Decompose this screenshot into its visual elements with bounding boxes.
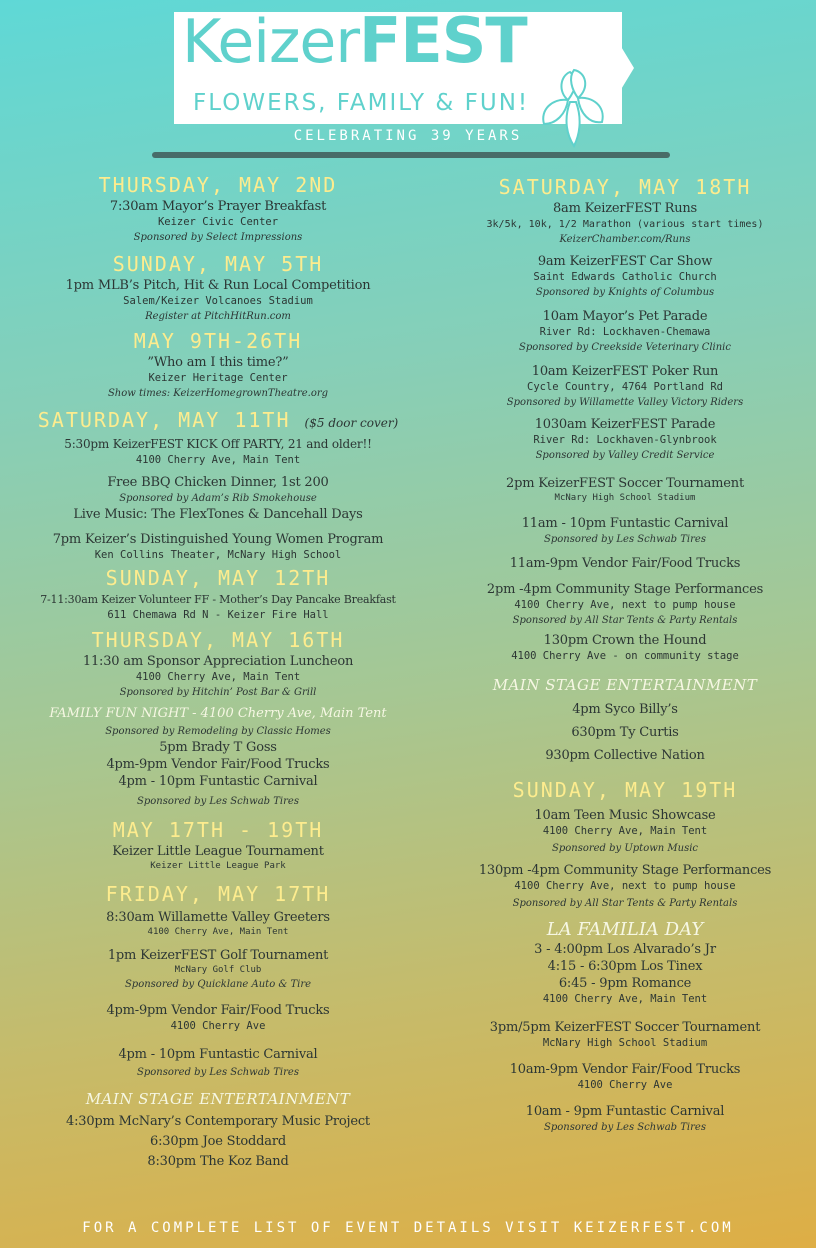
event-location: 4100 Cherry Ave: [170, 1020, 266, 1032]
event-title: 1pm MLB’s Pitch, Hit & Run Local Competition: [65, 278, 371, 293]
event-location: 4100 Cherry Ave, Main Tent: [135, 454, 301, 466]
event-title: 11am - 10pm Funtastic Carnival: [521, 516, 729, 531]
event-title: 10am-9pm Vendor Fair/Food Trucks: [509, 1062, 741, 1077]
door-cover-note: ($5 door cover): [304, 416, 399, 430]
event-location: Keizer Little League Park: [150, 861, 286, 871]
day-heading: THURSDAY, MAY 2ND: [98, 173, 338, 197]
event-location: McNary Golf Club: [174, 965, 262, 975]
event-location: 4100 Cherry Ave: [577, 1079, 673, 1091]
event-location: Salem/Keizer Volcanoes Stadium: [123, 295, 313, 307]
event-sponsor: Sponsored by Uptown Music: [551, 843, 699, 854]
main-stage-heading: MAIN STAGE ENTERTAINMENT: [492, 676, 758, 694]
event-title: 8am KeizerFEST Runs: [552, 201, 698, 216]
event-title: 4pm Syco Billy’s: [572, 702, 678, 717]
event-location: River Rd: Lockhaven-Chemawa: [539, 326, 711, 338]
event-title: 1pm KeizerFEST Golf Tournament: [107, 948, 329, 963]
event-sponsor: KeizerChamber.com/Runs: [559, 234, 691, 245]
event-title: 11am-9pm Vendor Fair/Food Trucks: [509, 556, 741, 571]
logo-keizer: Keizer: [182, 7, 360, 77]
event-title: 4:30pm McNary’s Contemporary Music Project: [66, 1114, 370, 1129]
event-title: 10am KeizerFEST Poker Run: [531, 364, 719, 379]
event-location: 4100 Cherry Ave, Main Tent: [542, 825, 708, 837]
event-title: 130pm Crown the Hound: [543, 633, 707, 648]
event-location: McNary High School Stadium: [554, 493, 696, 503]
event-sponsor: Sponsored by Les Schwab Tires: [137, 796, 299, 807]
anniversary-line: CELEBRATING 39 YEARS: [293, 128, 523, 144]
day-heading: FRIDAY, MAY 17TH: [105, 882, 331, 906]
event-title: 10am - 9pm Funtastic Carnival: [525, 1104, 725, 1119]
event-sponsor: Sponsored by Creekside Veterinary Clinic: [519, 342, 731, 353]
event-sponsor: Sponsored by All Star Tents & Party Rentals: [512, 898, 738, 909]
event-location: 4100 Cherry Ave - on community stage: [511, 650, 739, 662]
event-sponsor: Sponsored by Les Schwab Tires: [137, 1067, 299, 1078]
event-location: 4100 Cherry Ave, Main Tent: [135, 671, 301, 683]
event-sponsor: Sponsored by Quicklane Auto & Tire: [124, 979, 312, 990]
event-sponsor: Sponsored by Les Schwab Tires: [544, 534, 706, 545]
footer-website: FOR A COMPLETE LIST OF EVENT DETAILS VISIT KEIZERFEST.COM: [82, 1220, 734, 1236]
event-title: Keizer Little League Tournament: [112, 844, 324, 859]
event-sponsor: Sponsored by Adam’s Rib Smokehouse: [119, 493, 317, 504]
day-heading: SUNDAY, MAY 19TH: [512, 778, 738, 802]
event-location: River Rd: Lockhaven-Glynbrook: [533, 434, 717, 446]
day-heading: THURSDAY, MAY 16TH: [91, 628, 345, 652]
event-title: 8:30pm The Koz Band: [147, 1154, 289, 1169]
event-title: 7-11:30am Keizer Volunteer FF - Mother’s Day Pancake Breakfast: [40, 593, 396, 606]
event-title: 2pm KeizerFEST Soccer Tournament: [506, 476, 744, 491]
event-title: 9am KeizerFEST Car Show: [537, 254, 713, 269]
event-title: 6:45 - 9pm Romance: [558, 976, 692, 991]
logo-fest: FEST: [359, 4, 527, 77]
day-heading: MAY 9TH-26TH: [133, 329, 303, 353]
event-title: 7pm Keizer’s Distinguished Young Women Program: [52, 532, 384, 547]
event-sponsor: Sponsored by All Star Tents & Party Rentals: [512, 615, 738, 626]
event-location: 4100 Cherry Ave, next to pump house: [514, 599, 736, 611]
event-location: 3k/5k, 10k, 1/2 Marathon (various start times): [486, 219, 764, 230]
event-title: 630pm Ty Curtis: [571, 725, 679, 740]
event-title: 4pm-9pm Vendor Fair/Food Trucks: [106, 757, 330, 772]
event-location: Ken Collins Theater, McNary High School: [94, 549, 342, 561]
event-title: 4pm-9pm Vendor Fair/Food Trucks: [106, 1003, 330, 1018]
day-heading-text: SATURDAY, MAY 11TH: [37, 408, 291, 432]
logo-wordmark: [182, 4, 527, 77]
event-title: 930pm Collective Nation: [545, 748, 705, 763]
event-title: 6:30pm Joe Stoddard: [150, 1134, 286, 1149]
event-title: 1030am KeizerFEST Parade: [534, 417, 716, 432]
event-title: ”Who am I this time?”: [147, 355, 289, 370]
event-title: Free BBQ Chicken Dinner, 1st 200: [107, 475, 329, 490]
event-sponsor: Show times: KeizerHomegrownTheatre.org: [107, 388, 329, 399]
divider-brush: [152, 152, 670, 158]
event-title: 10am Teen Music Showcase: [534, 808, 716, 823]
event-location: 4100 Cherry Ave, Main Tent: [147, 927, 289, 937]
event-sponsor: Sponsored by Valley Credit Service: [535, 450, 715, 461]
event-sponsor: Sponsored by Select Impressions: [133, 232, 303, 243]
event-title: 4pm - 10pm Funtastic Carnival: [118, 774, 318, 789]
event-location: 4100 Cherry Ave, next to pump house: [514, 880, 736, 892]
logo-tagline: FLOWERS, FAMILY & FUN!: [193, 90, 530, 116]
event-title: 10am Mayor’s Pet Parade: [542, 309, 708, 324]
event-sponsor: Sponsored by Willamette Valley Victory Riders: [506, 397, 744, 408]
left-column: [28, 172, 408, 1172]
event-title: 8:30am Willamette Valley Greeters: [106, 910, 330, 925]
event-title: 7:30am Mayor’s Prayer Breakfast: [109, 199, 327, 214]
event-sponsor: Sponsored by Les Schwab Tires: [544, 1122, 706, 1133]
event-sponsor: Register at PitchHitRun.com: [145, 311, 291, 322]
event-location: Cycle Country, 4764 Portland Rd: [527, 381, 723, 393]
event-title: 5:30pm KeizerFEST KICK Off PARTY, 21 and older!!: [64, 437, 372, 451]
main-stage-heading: MAIN STAGE ENTERTAINMENT: [85, 1090, 351, 1108]
event-location: McNary High School Stadium: [542, 1037, 708, 1049]
event-location: Saint Edwards Catholic Church: [533, 271, 717, 283]
event-title: 5pm Brady T Goss: [159, 740, 277, 755]
la-familia-heading: LA FAMILIA DAY: [546, 919, 704, 940]
event-title: 3pm/5pm KeizerFEST Soccer Tournament: [489, 1020, 761, 1035]
event-location: 4100 Cherry Ave, Main Tent: [542, 993, 708, 1005]
event-location: Keizer Heritage Center: [148, 372, 288, 384]
day-heading: MAY 17TH - 19TH: [112, 818, 324, 842]
event-title: 11:30 am Sponsor Appreciation Luncheon: [82, 654, 354, 669]
family-fun-night-heading: FAMILY FUN NIGHT - 4100 Cherry Ave, Main Tent: [49, 706, 387, 721]
right-column: [462, 172, 788, 1135]
event-title: Live Music: The FlexTones & Dancehall Days: [73, 507, 363, 522]
event-title: 4:15 - 6:30pm Los Tinex: [547, 959, 703, 974]
event-title: 4pm - 10pm Funtastic Carnival: [118, 1047, 318, 1062]
day-heading: SUNDAY, MAY 5TH: [112, 252, 324, 276]
event-location: 611 Chemawa Rd N - Keizer Fire Hall: [107, 609, 329, 621]
day-heading: [28, 407, 408, 436]
day-heading: SATURDAY, MAY 18TH: [498, 175, 752, 199]
event-sponsor: Sponsored by Knights of Columbus: [535, 287, 715, 298]
day-heading: SUNDAY, MAY 12TH: [105, 566, 331, 590]
event-title: 2pm -4pm Community Stage Performances: [486, 582, 764, 597]
event-sponsor: Sponsored by Remodeling by Classic Homes: [105, 726, 331, 737]
event-location: Keizer Civic Center: [157, 216, 279, 228]
event-title: 3 - 4:00pm Los Alvarado’s Jr: [534, 942, 716, 957]
event-sponsor: Sponsored by Hitchin’ Post Bar & Grill: [119, 687, 317, 698]
event-title: 130pm -4pm Community Stage Performances: [478, 863, 772, 878]
